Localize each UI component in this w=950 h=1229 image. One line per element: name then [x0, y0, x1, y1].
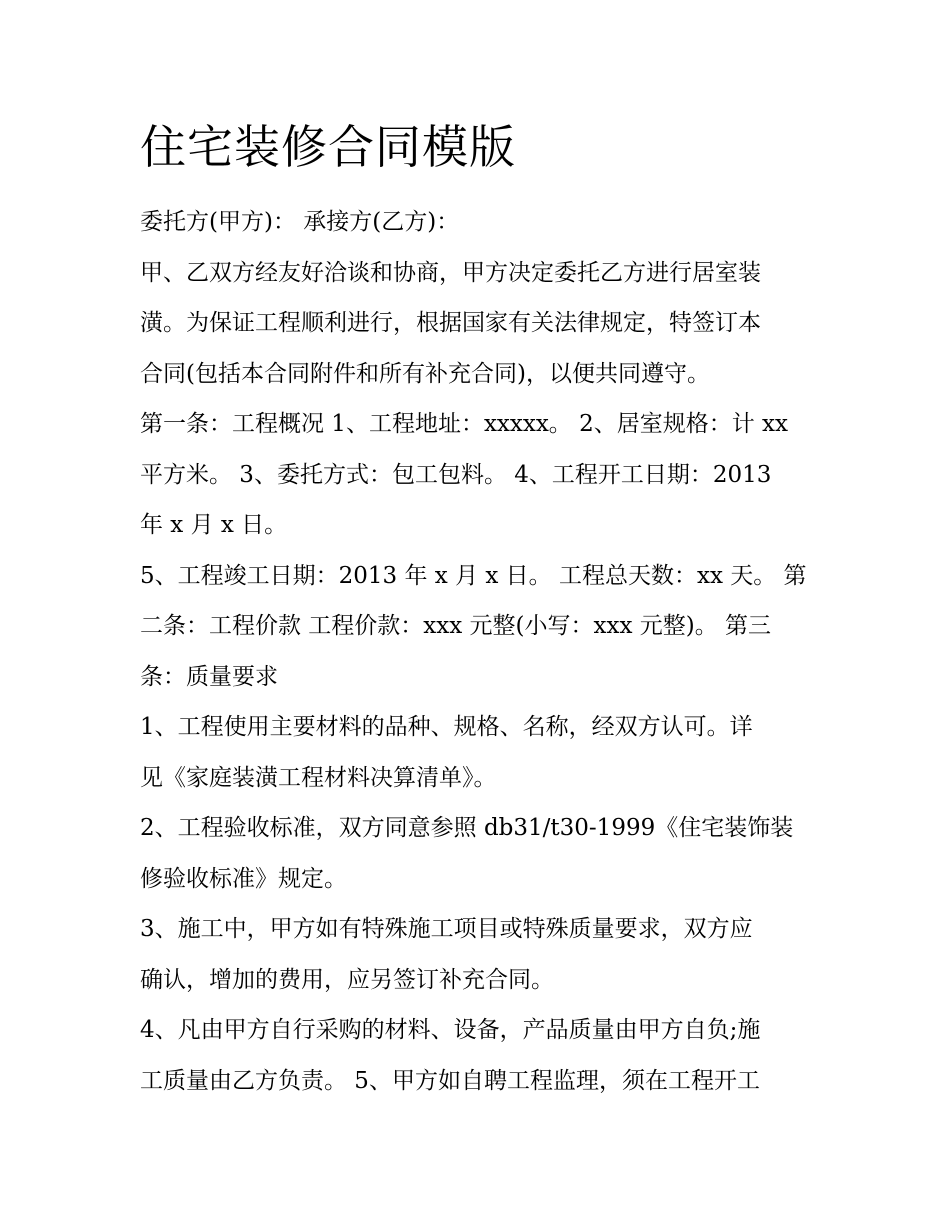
body-line: 年 x 月 x 日。 [140, 512, 288, 538]
body-line: 潢。为保证工程顺利进行，根据国家有关法律规定，特签订本 [140, 310, 761, 336]
body-line: 条：质量要求 [140, 664, 278, 690]
body-line: 5、工程竣工日期：2013 年 x 月 x 日。 工程总天数：xx 天。 第 [140, 563, 807, 589]
body-line: 确认，增加的费用，应另签订补充合同。 [140, 967, 554, 993]
body-line: 合同(包括本合同附件和所有补充合同)，以便共同遵守。 [140, 361, 710, 387]
body-line: 4、凡由甲方自行采购的材料、设备，产品质量由甲方自负;施 [140, 1017, 761, 1043]
party-line: 委托方(甲方)： 承接方(乙方)： [140, 209, 460, 235]
document-title: 住宅装修合同模版 [140, 120, 516, 174]
body-line: 甲、乙双方经友好洽谈和协商，甲方决定委托乙方进行居室装 [140, 260, 761, 286]
body-line: 第一条：工程概况 1、工程地址：xxxxx。 2、居室规格：计 xx [140, 411, 788, 437]
body-line: 2、工程验收标准，双方同意参照 db31/t30-1999《住宅装饰装 [140, 815, 794, 841]
body-line: 平方米。 3、委托方式：包工包料。 4、工程开工日期：2013 [140, 462, 772, 488]
body-line: 见《家庭装潢工程材料决算清单》。 [140, 765, 497, 791]
body-line: 1、工程使用主要材料的品种、规格、名称，经双方认可。详 [140, 714, 753, 740]
body-line: 修验收标准》规定。 [140, 866, 347, 892]
body-line: 3、施工中，甲方如有特殊施工项目或特殊质量要求，双方应 [140, 916, 753, 942]
body-line: 工质量由乙方负责。 5、甲方如自聘工程监理，须在工程开工 [140, 1068, 760, 1094]
body-line: 二条：工程价款 工程价款：xxx 元整(小写：xxx 元整)。 第三 [140, 613, 772, 639]
